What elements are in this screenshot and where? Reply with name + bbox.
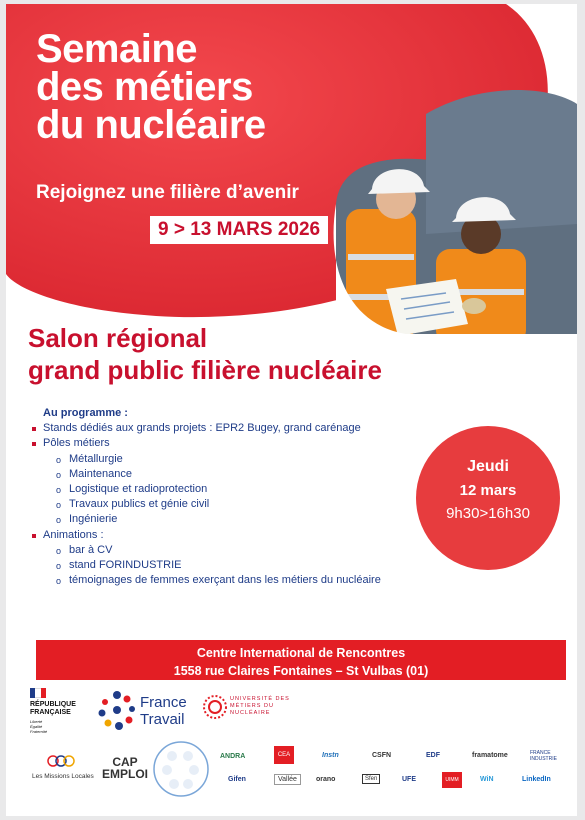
vallee-logo: Vallée	[274, 774, 301, 785]
missions-locales-icon	[46, 754, 76, 768]
program-subitem: o stand FORINDUSTRIE	[30, 558, 430, 573]
partners-cluster-icon	[152, 740, 210, 798]
program-item: Animations :	[30, 528, 430, 543]
france-travail-name	[140, 694, 187, 728]
french-flag-icon	[30, 688, 46, 698]
cea-logo: CEA	[274, 746, 294, 764]
poster	[6, 4, 577, 816]
uimm-logo: UIMM	[442, 772, 462, 788]
program-subitem: o Maintenance	[30, 467, 430, 482]
gifen-logo: Gifen	[228, 776, 246, 783]
program-subitem: o Métallurgie	[30, 452, 430, 467]
salon-line: grand public filière nucléaire	[28, 355, 382, 385]
title-line: des métiers	[36, 65, 253, 109]
sunburst-icon	[202, 694, 228, 720]
salon-title	[28, 322, 382, 386]
event-hours: 9h30>16h30	[446, 505, 530, 522]
missions-locales-name: Les Missions Locales	[32, 773, 94, 780]
andra-logo: ANDRA	[220, 753, 246, 760]
program-subitem: o Logistique et radioprotection	[30, 482, 430, 497]
missions-locales-logo	[32, 754, 94, 780]
cap-emploi-line: CAP	[112, 755, 138, 769]
venue-name: Centre International de Rencontres	[196, 646, 406, 660]
program-subitem: o Ingénierie	[30, 512, 430, 527]
republique-label: RÉPUBLIQUE	[30, 701, 76, 708]
france-travail-logo	[96, 690, 196, 732]
event-title	[36, 27, 266, 147]
program-item: Stands dédiés aux grands projets : EPR2 Bugey, grand carénage	[30, 421, 430, 436]
republique-motto	[30, 719, 90, 734]
universite-line: UNIVERSITÉ DES	[230, 696, 290, 702]
event-day: Jeudi	[467, 458, 509, 475]
motto-line: Égalité	[30, 724, 43, 729]
linkedin-logo: LinkedIn	[522, 776, 551, 783]
france-travail-line: France	[140, 694, 187, 711]
program-heading: Au programme :	[43, 407, 128, 419]
motto-line: Liberté	[30, 719, 43, 724]
event-date: 12 mars	[459, 482, 517, 499]
sfen-logo: Sfen	[362, 774, 380, 784]
orano-logo: orano	[316, 776, 336, 783]
republique-francaise-logo	[30, 688, 90, 734]
dates-badge: 9 > 13 MARS 2026	[150, 216, 328, 244]
venue-banner	[36, 640, 566, 680]
france-travail-line: Travail	[140, 711, 185, 728]
salon-line: Salon régional	[28, 323, 208, 353]
edf-logo: EDF	[426, 752, 440, 759]
republique-label: FRANÇAISE	[30, 709, 71, 716]
motto-line: Fraternité	[30, 729, 48, 734]
program-subitem: o Travaux publics et génie civil	[30, 497, 430, 512]
france-industrie-logo: FRANCE INDUSTRIE	[530, 750, 557, 762]
cap-emploi-line: EMPLOI	[101, 767, 148, 781]
framatome-logo: framatome	[472, 752, 508, 759]
universite-line: NUCLÉAIRE	[230, 710, 271, 716]
win-logo: WiN	[480, 776, 494, 783]
universite-metiers-nucleaire-logo	[202, 694, 312, 730]
program-list	[30, 406, 430, 588]
universite-name	[230, 696, 290, 717]
ufe-logo: UFE	[402, 776, 416, 783]
event-date-circle	[416, 426, 560, 570]
venue-address: 1558 rue Claires Fontaines – St Vulbas (01)	[173, 664, 429, 678]
csfn-logo: CSFN	[372, 752, 392, 759]
france-travail-icon	[96, 690, 138, 732]
program-subitem: o bar à CV	[30, 543, 430, 558]
program-item: Pôles métiers	[30, 436, 430, 451]
cap-emploi-logo	[100, 756, 150, 780]
title-line: Semaine	[36, 27, 198, 71]
tagline: Rejoignez une filière d’avenir	[36, 182, 299, 203]
instn-logo: Instn	[322, 752, 339, 759]
universite-line: MÉTIERS DU	[230, 703, 274, 709]
program-subitem: o témoignages de femmes exerçant dans les métiers du nucléaire	[30, 573, 430, 588]
title-line: du nucléaire	[36, 103, 266, 147]
